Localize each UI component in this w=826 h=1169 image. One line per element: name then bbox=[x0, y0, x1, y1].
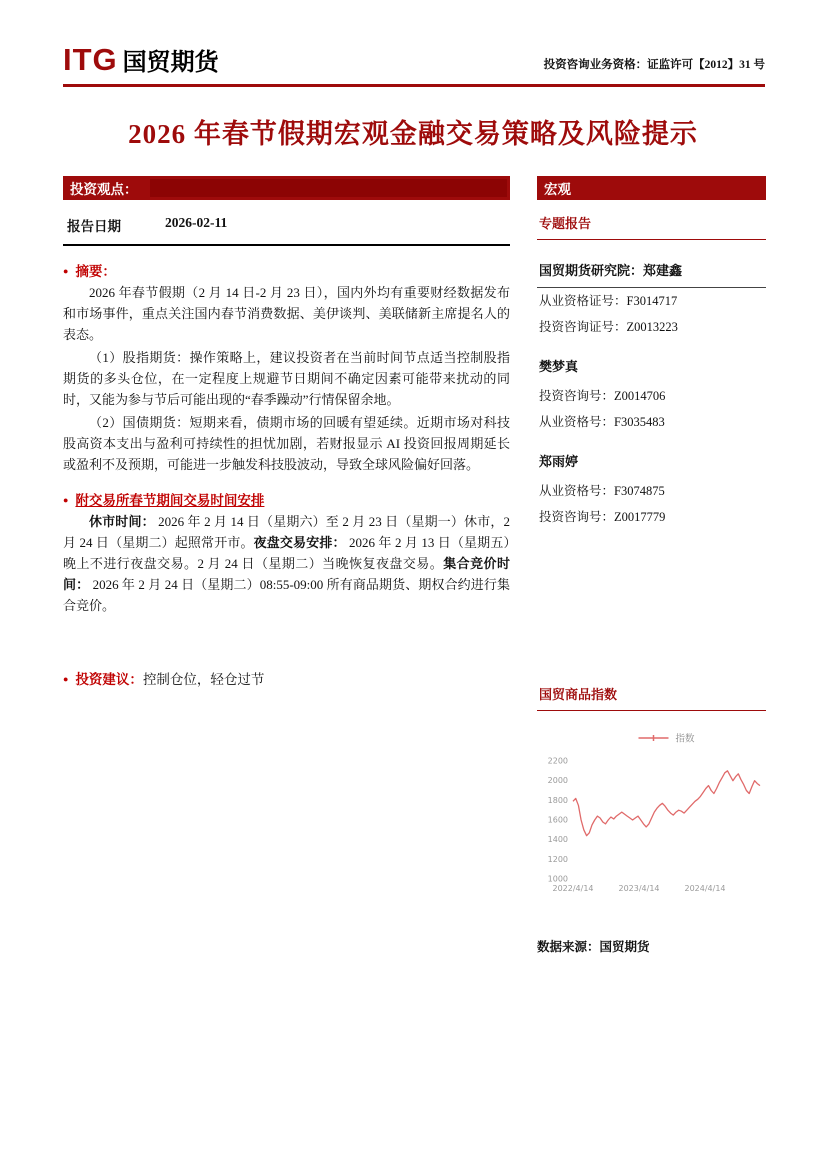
summary-heading bbox=[63, 260, 510, 280]
viewpoint-label: 投资观点： bbox=[70, 182, 138, 197]
schedule-seg-5: 集合竞价时间： bbox=[63, 556, 510, 592]
advice-text: 控制仓位，轻仓过节 bbox=[142, 672, 265, 687]
schedule-label: 附交易所春节期间交易时间安排 bbox=[75, 493, 265, 508]
logo-company-name: 国贸期货 bbox=[122, 49, 219, 76]
summary-label: 摘要： bbox=[75, 264, 116, 279]
header-divider bbox=[63, 84, 765, 87]
svg-text:2200: 2200 bbox=[547, 756, 568, 766]
advice-label: 投资建议： bbox=[75, 672, 143, 687]
institute-block bbox=[537, 260, 766, 340]
sidebar-column bbox=[537, 176, 766, 955]
schedule-seg-2: 2026 年 2 月 14 日（星期六）至 2 月 23 日（星期一）休市，2 月 24 日（星期二）起照常开市。 bbox=[63, 514, 510, 550]
credential-line: 从业资格证号：F3014717 bbox=[539, 294, 678, 308]
report-date-row bbox=[63, 208, 510, 246]
report-date-value: 2026-02-11 bbox=[165, 215, 228, 230]
svg-text:指数: 指数 bbox=[675, 733, 695, 745]
advice-line bbox=[63, 668, 510, 688]
analyst-block bbox=[537, 356, 766, 435]
logo-itg-text: ITG bbox=[63, 42, 118, 77]
report-type-label: 专题报告 bbox=[537, 211, 766, 240]
svg-text:1800: 1800 bbox=[547, 795, 568, 805]
page-header bbox=[63, 44, 765, 75]
credential-line: 投资咨询号：Z0017779 bbox=[539, 510, 666, 524]
schedule-seg-4: 2026 年 2 月 13 日（星期五）晚上不进行夜盘交易。2 月 24 日（星期二）当晚恢复夜盘交易。 bbox=[63, 535, 510, 571]
svg-text:2023/4/14: 2023/4/14 bbox=[618, 884, 660, 893]
commodity-index-chart-wrap bbox=[537, 727, 766, 919]
svg-text:1400: 1400 bbox=[547, 835, 568, 845]
analyst-name: 樊梦真 bbox=[539, 359, 579, 374]
institute-line: 国贸期货研究院：郑建鑫 bbox=[537, 260, 766, 288]
schedule-paragraph bbox=[63, 511, 510, 616]
bullet-icon: ● bbox=[63, 266, 69, 276]
svg-text:1600: 1600 bbox=[547, 815, 568, 825]
index-section-title: 国贸商品指数 bbox=[537, 682, 766, 711]
main-column bbox=[63, 176, 510, 688]
schedule-seg-3: 夜盘交易安排： bbox=[253, 535, 350, 550]
schedule-heading bbox=[63, 489, 510, 509]
commodity-index-chart bbox=[537, 727, 766, 919]
svg-text:2024/4/14: 2024/4/14 bbox=[684, 884, 726, 893]
data-source-label: 数据来源：国贸期货 bbox=[537, 940, 650, 954]
category-bar bbox=[537, 176, 766, 200]
qualification-text: 投资咨询业务资格：证监许可【2012】31 号 bbox=[543, 59, 765, 71]
schedule-seg-1: 休市时间： bbox=[89, 514, 159, 529]
viewpoint-fill-block bbox=[150, 179, 508, 197]
credential-line: 投资咨询号：Z0014706 bbox=[539, 389, 666, 403]
summary-paragraph-1: 2026 年春节假期（2 月 14 日-2 月 23 日），国内外均有重要财经数据发布和市场事件，重点关注国内春节消费数据、美伊谈判、美联储新主席提名人的表态。 bbox=[63, 285, 510, 342]
report-date-label: 报告日期 bbox=[67, 219, 121, 234]
svg-text:2022/4/14: 2022/4/14 bbox=[552, 884, 594, 893]
report-title: 2026 年春节假期宏观金融交易策略及风险提示 bbox=[128, 119, 698, 149]
schedule-seg-6: 2026 年 2 月 24 日（星期二）08:55-09:00 所有商品期货、期权合约进行集合竞价。 bbox=[63, 577, 510, 613]
category-label: 宏观 bbox=[544, 182, 571, 197]
analyst-name: 郑雨婷 bbox=[539, 454, 579, 469]
svg-text:1200: 1200 bbox=[547, 854, 568, 864]
credential-line: 从业资格号：F3074875 bbox=[539, 484, 665, 498]
viewpoint-bar bbox=[63, 176, 510, 200]
credential-line: 从业资格号：F3035483 bbox=[539, 415, 665, 429]
summary-paragraph-3: （2）国债期货：短期来看，债期市场的回暖有望延续。近期市场对科技股高资本支出与盈利可持续性的担忧加剧，若财报显示 AI 投资回报周期延长或盈利不及预期，可能进一步触发科技股波动，导致全球风险偏好回落。 bbox=[63, 415, 510, 472]
svg-text:1000: 1000 bbox=[547, 874, 568, 884]
analyst-block bbox=[537, 451, 766, 530]
summary-paragraph-2: （1）股指期货：操作策略上，建议投资者在当前时间节点适当控制股指期货的多头仓位，在一定程度上规避节日期间不确定因素可能带来扰动的同时，又能为参与节后可能出现的“春季躁动”行情保留余地。 bbox=[63, 350, 510, 407]
bullet-icon: ● bbox=[63, 495, 69, 505]
bullet-icon: ● bbox=[63, 674, 69, 684]
credential-line: 投资咨询证号：Z0013223 bbox=[539, 320, 678, 334]
company-logo bbox=[63, 44, 219, 75]
svg-text:2000: 2000 bbox=[547, 776, 568, 786]
